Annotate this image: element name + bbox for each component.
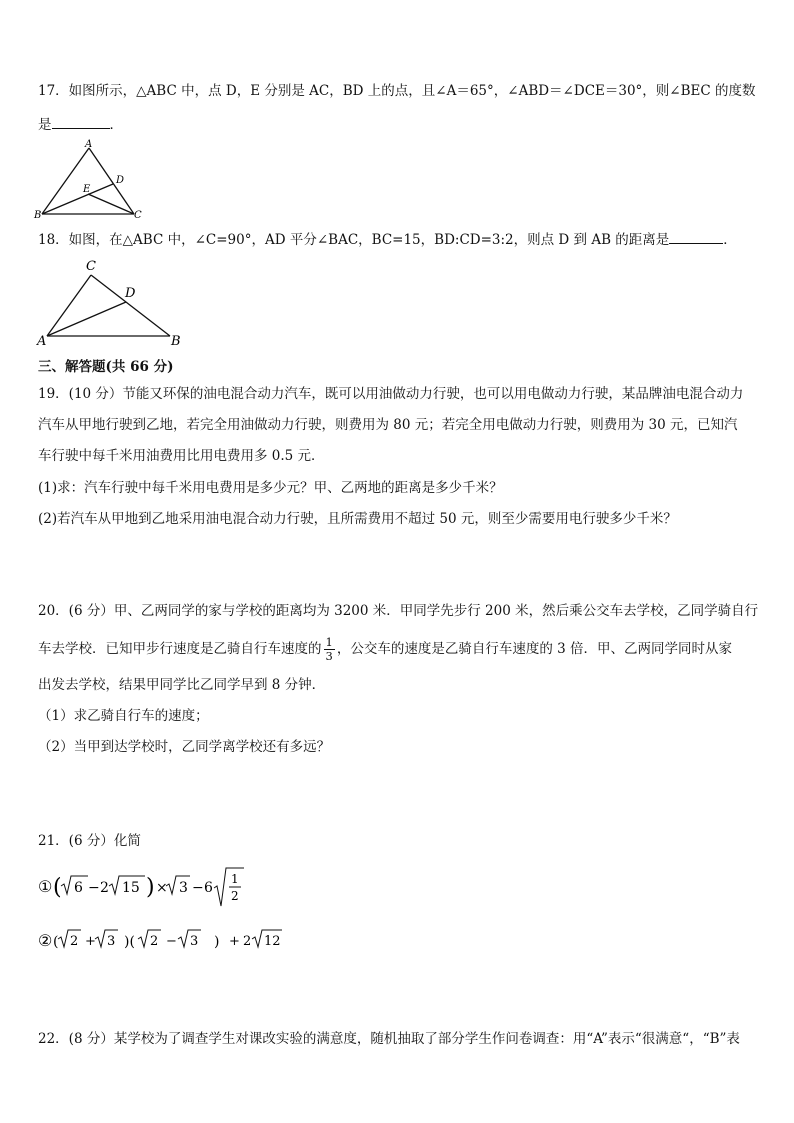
q21-item1-marker: ① [38, 877, 53, 896]
q19-line1: 19．(10 分）节能又环保的油电混合动力汽车，既可以用油做动力行驶，也可以用电做动力行驶，某品牌油电混合动力 [38, 386, 744, 402]
q20-line2 [38, 636, 732, 663]
q21-item2-r2: 3 [107, 934, 116, 949]
q21-item2-r4: 3 [190, 934, 199, 949]
q21-item1-r3: 3 [179, 880, 188, 896]
q18-suffix: ． [723, 232, 737, 248]
q19-line2: 汽车从甲地行驶到乙地，若完全用油做动力行驶，则费用为 80 元；若完全用电做动力行驶，则费用为 30 元，已知汽 [38, 417, 738, 433]
q17-label-e: E [83, 184, 91, 195]
q18-triangle-figure [30, 252, 190, 348]
q17-prefix: 是 [38, 117, 52, 133]
q21-expression-1 [38, 866, 278, 910]
q21-paren-close: ) [146, 875, 155, 900]
q17-answer-blank[interactable] [52, 114, 110, 129]
q21-item2-r1: 2 [70, 934, 79, 949]
q20-frac-den: 3 [325, 649, 333, 663]
q17-text-line2 [38, 114, 123, 134]
q21-item1-r1: 6 [74, 880, 83, 896]
q21-plus: + [85, 934, 96, 949]
q21-plus-2: + [229, 934, 240, 949]
q21-minus: − [88, 880, 100, 896]
q19-part1: (1)求：汽车行驶中每千米用电费用是多少元？甲、乙两地的距离是多少千米？ [38, 480, 503, 496]
q17-label-c: C [134, 210, 142, 221]
q18-prefix: 18．如图，在△ABC 中，∠C=90°，AD 平分∠BAC，BC=15，BD:CD=3:2，则点 D 到 AB 的距离是 [38, 232, 670, 248]
q22-line1: 22．(8 分）某学校为了调查学生对课改实验的满意度，随机抽取了部分学生作问卷调查：用“A”表示“很满意“，“B”表 [38, 1031, 740, 1047]
q21-item2-marker: ② [38, 931, 53, 950]
q19-line3: 车行驶中每千米用油费用比用电费用多 0.5 元． [38, 448, 325, 464]
q21-expression-2 [38, 926, 298, 956]
q17-text-line1: 17．如图所示，△ABC 中，点 D，E 分别是 AC，BD 上的点，且∠A＝65°，∠ABD＝∠DCE＝30°，则∠BEC 的度数 [38, 83, 756, 99]
q20-line3: 出发去学校，结果甲同学比乙同学早到 8 分钟． [38, 677, 326, 693]
q20-part1: （1）求乙骑自行车的速度； [38, 708, 209, 724]
section-title: 三、解答题(共 66 分) [38, 359, 174, 375]
q21-item2-r3: 2 [150, 934, 159, 949]
q21-item2-r5: 12 [264, 934, 281, 949]
q21-item2-paren3: ) [214, 934, 220, 950]
q21-item1-c2: 6 [204, 880, 213, 896]
q21-times: × [156, 880, 168, 896]
q21-item1-r2: 15 [122, 880, 140, 896]
q21-heading: 21．(6 分）化简 [38, 833, 141, 849]
q20-fraction [324, 636, 335, 663]
q18-label-b: B [171, 334, 181, 348]
q20-part2: （2）当甲到达学校时，乙同学离学校还有多远？ [38, 739, 331, 755]
q20-line1: 20．(6 分）甲、乙两同学的家与学校的距离均为 3200 米．甲同学先步行 200 米，然后乘公交车去学校，乙同学骑自行 [38, 603, 759, 619]
q21-item2-paren1: ( [53, 934, 59, 950]
q18-label-d: D [125, 286, 136, 301]
q19-part2: (2)若汽车从甲地到乙地采用油电混合动力行驶，且所需费用不超过 50 元，则至少需要用电行驶多少千米？ [38, 511, 677, 527]
q18-label-c: C [86, 259, 96, 274]
q20-line2-suffix: ，公交车的速度是乙骑自行车速度的 3 倍．甲、乙两同学同时从家 [336, 641, 732, 657]
q17-label-d: D [116, 175, 125, 186]
q18-text [38, 229, 737, 249]
q17-triangle-figure [30, 136, 150, 224]
q20-frac-num: 1 [325, 635, 333, 649]
q21-item1-fnum: 1 [231, 872, 239, 886]
q21-paren-open: ( [53, 875, 62, 900]
q21-minus-3: − [166, 934, 177, 949]
q17-label-a: A [85, 139, 93, 150]
q20-line2-prefix: 车去学校．已知甲步行速度是乙骑自行车速度的 [38, 641, 322, 657]
q21-item2-coef: 2 [243, 934, 252, 949]
q18-label-a: A [37, 334, 47, 348]
q21-item1-fden: 2 [231, 889, 239, 903]
q21-minus-2: − [192, 880, 204, 896]
q21-item1-coef: 2 [100, 880, 109, 896]
q18-answer-blank[interactable] [669, 229, 723, 244]
q17-suffix: ． [109, 117, 123, 133]
q17-label-b: B [34, 210, 42, 221]
q21-item2-paren2: )( [124, 934, 135, 950]
